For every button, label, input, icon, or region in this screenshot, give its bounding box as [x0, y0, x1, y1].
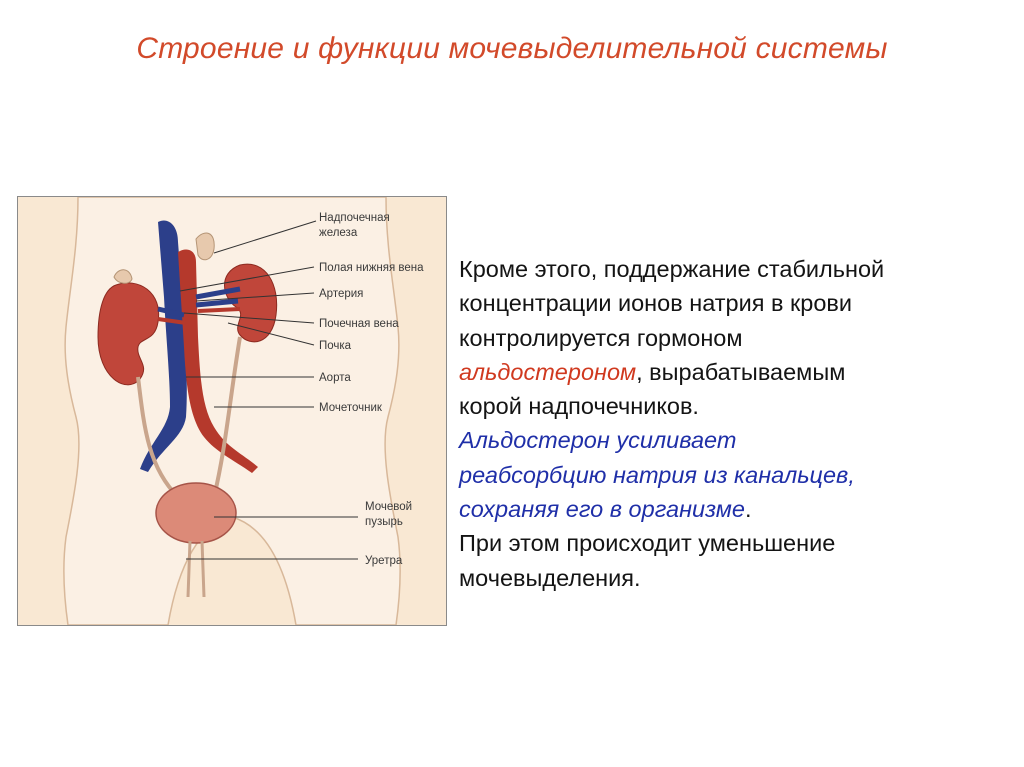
text-line: Кроме этого, поддержание стабильной [459, 256, 885, 282]
text-line [459, 492, 999, 526]
slide-title: Строение и функции мочевыделительной системы [136, 32, 888, 65]
text-line: мочевыделения. [459, 564, 641, 591]
text-fragment: , вырабатываемым [636, 358, 846, 385]
adrenal-gland-shape [196, 233, 214, 260]
text-line: концентрации ионов натрия в крови [459, 290, 853, 317]
label-adrenal-line1: Надпочечная [319, 212, 390, 224]
label-renal-vein: Почечная вена [319, 318, 399, 330]
label-aorta: Аорта [319, 372, 351, 384]
label-vena-cava: Полая нижняя вена [319, 262, 424, 274]
label-bladder-line2: пузырь [365, 516, 403, 528]
urinary-system-figure [17, 196, 447, 626]
text-line: При этом происходит уменьшение [459, 530, 836, 557]
label-adrenal-line2: железа [319, 227, 358, 239]
bladder-shape [156, 483, 236, 543]
text-line: контролируется гормоном [459, 324, 743, 351]
label-bladder-line1: Мочевой [365, 501, 413, 513]
text-line-emphasis: Альдостерон усиливает [459, 427, 737, 454]
anatomy-illustration [18, 197, 446, 625]
text-line-emphasis: реабсорбцию натрия из канальцев, [459, 461, 855, 488]
text-fragment-emphasis: сохраняя его в организме [459, 496, 745, 523]
text-line [459, 355, 999, 389]
label-artery: Артерия [319, 288, 364, 300]
aldosterone-highlight: альдостероном [459, 358, 637, 385]
label-ureter: Мочеточник [319, 402, 382, 414]
label-urethra: Уретра [365, 555, 403, 567]
text-fragment: . [744, 496, 752, 523]
label-kidney: Почка [319, 340, 352, 352]
body-text [459, 252, 999, 595]
text-line: корой надпочечников. [459, 393, 699, 420]
